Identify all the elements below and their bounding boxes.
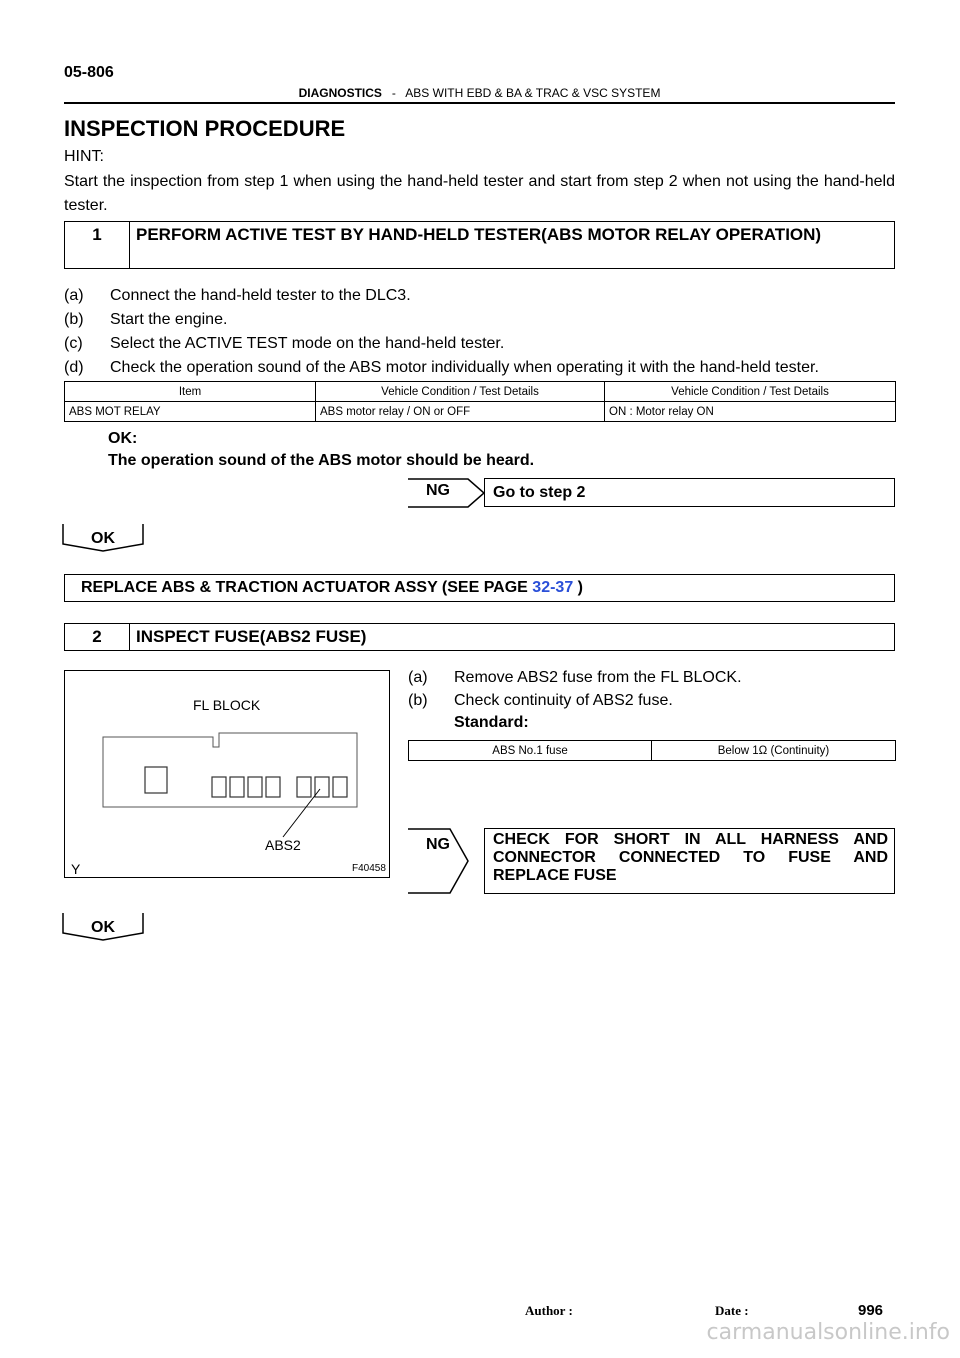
- fuse-block-drawing: [65, 671, 389, 877]
- list-item-label: (a): [408, 669, 428, 686]
- ng-action-line: CHECK FOR SHORT IN ALL HARNESS AND: [493, 831, 888, 848]
- ng-label: NG: [426, 482, 450, 499]
- header-system: ABS WITH EBD & BA & TRAC & VSC SYSTEM: [405, 86, 661, 100]
- ng-action-line: REPLACE FUSE: [493, 867, 617, 884]
- list-item-label: (c): [64, 335, 83, 352]
- header-rule: [64, 102, 895, 104]
- fuse-block-figure: [64, 670, 390, 878]
- table-cell: ABS motor relay / ON or OFF: [316, 402, 605, 422]
- list-item: [64, 284, 895, 308]
- figure-label-fl-block: FL BLOCK: [193, 697, 261, 713]
- table-header-cell: Vehicle Condition / Test Details: [316, 382, 605, 402]
- list-item: [408, 689, 895, 712]
- table-cell: ON : Motor relay ON: [605, 402, 896, 422]
- page-title: INSPECTION PROCEDURE: [64, 116, 346, 141]
- replace-text: REPLACE ABS & TRACTION ACTUATOR ASSY (SEE PAGE: [81, 579, 533, 596]
- step1-number: 1: [65, 222, 130, 268]
- list-item: [64, 356, 895, 380]
- list-item-label: (d): [64, 359, 84, 376]
- active-test-table: [64, 381, 896, 422]
- header-separator: -: [391, 86, 396, 100]
- running-header: [64, 86, 895, 100]
- fuse-slot: [248, 777, 262, 797]
- table-cell: ABS MOT RELAY: [65, 402, 316, 422]
- fuse-slot: [212, 777, 226, 797]
- abs2-leader-line: [283, 789, 320, 837]
- watermark: carmanualsonline.info: [706, 1320, 950, 1345]
- list-item-label: (a): [64, 287, 84, 304]
- list-item-label: (b): [408, 692, 428, 709]
- step1-list: [64, 284, 895, 380]
- table-header-cell: Vehicle Condition / Test Details: [605, 382, 896, 402]
- ok-criteria-text: The operation sound of the ABS motor should be heard.: [108, 452, 535, 469]
- fuse-slot: [266, 777, 280, 797]
- list-item-text: Check the operation sound of the ABS motor individually when operating it with the hand-held tester.: [110, 359, 819, 376]
- list-item-text: Select the ACTIVE TEST mode on the hand-held tester.: [110, 335, 505, 352]
- page-number: 05-806: [64, 64, 114, 81]
- step1-header: [64, 221, 895, 269]
- footer-page-number: 996: [858, 1302, 884, 1319]
- header-section: DIAGNOSTICS: [298, 86, 382, 100]
- ng-label: NG: [426, 836, 450, 853]
- list-item: [408, 666, 895, 689]
- footer-author-label: Author :: [525, 1303, 573, 1318]
- standard-label: Standard:: [454, 714, 529, 731]
- hint-label: HINT:: [64, 148, 104, 165]
- step1-title: PERFORM ACTIVE TEST BY HAND-HELD TESTER(ABS MOTOR RELAY OPERATION): [136, 225, 822, 244]
- table-cell: Below 1Ω (Continuity): [652, 741, 896, 761]
- ok-tag-label: OK: [91, 530, 115, 547]
- step2-list: [408, 666, 895, 712]
- list-item-text: Check continuity of ABS2 fuse.: [454, 692, 673, 709]
- ng-action-box: [484, 828, 895, 894]
- list-item: [64, 332, 895, 356]
- footer-date-label: Date :: [715, 1303, 749, 1318]
- ok-tag-label: OK: [91, 919, 115, 936]
- step2-number: 2: [65, 624, 130, 650]
- replace-suffix: ): [573, 579, 583, 596]
- figure-id: F40458: [352, 863, 386, 874]
- figure-corner-label: Y: [71, 861, 81, 877]
- standard-table: [408, 740, 896, 761]
- table-cell: ABS No.1 fuse: [409, 741, 652, 761]
- relay-socket: [145, 767, 167, 793]
- fuse-slot: [333, 777, 347, 797]
- table-header-cell: Item: [65, 382, 316, 402]
- list-item-text: Connect the hand-held tester to the DLC3.: [110, 287, 411, 304]
- page-link[interactable]: 32-37: [532, 579, 574, 596]
- ng-action-text: Go to step 2: [493, 484, 586, 501]
- ng-action-box: [484, 478, 895, 507]
- fuse-slot: [230, 777, 244, 797]
- step2-title: INSPECT FUSE(ABS2 FUSE): [136, 627, 367, 646]
- figure-label-abs2: ABS2: [265, 837, 301, 853]
- table-header-row: [65, 382, 896, 402]
- table-row: [409, 741, 896, 761]
- fuse-slot-abs2: [315, 777, 329, 797]
- hint-text: Start the inspection from step 1 when using the hand-held tester and start from step 2 when not using the hand-held tester.: [64, 173, 895, 214]
- ng-action-line: CONNECTOR CONNECTED TO FUSE AND: [493, 849, 888, 866]
- ok-criteria-label: OK:: [108, 430, 138, 447]
- list-item-text: Start the engine.: [110, 311, 228, 328]
- list-item-text: Remove ABS2 fuse from the FL BLOCK.: [454, 669, 742, 686]
- table-row: [65, 402, 896, 422]
- fuse-slot: [297, 777, 311, 797]
- step2-header: [64, 623, 895, 651]
- list-item-label: (b): [64, 311, 84, 328]
- replace-action-box: [64, 574, 895, 602]
- list-item: [64, 308, 895, 332]
